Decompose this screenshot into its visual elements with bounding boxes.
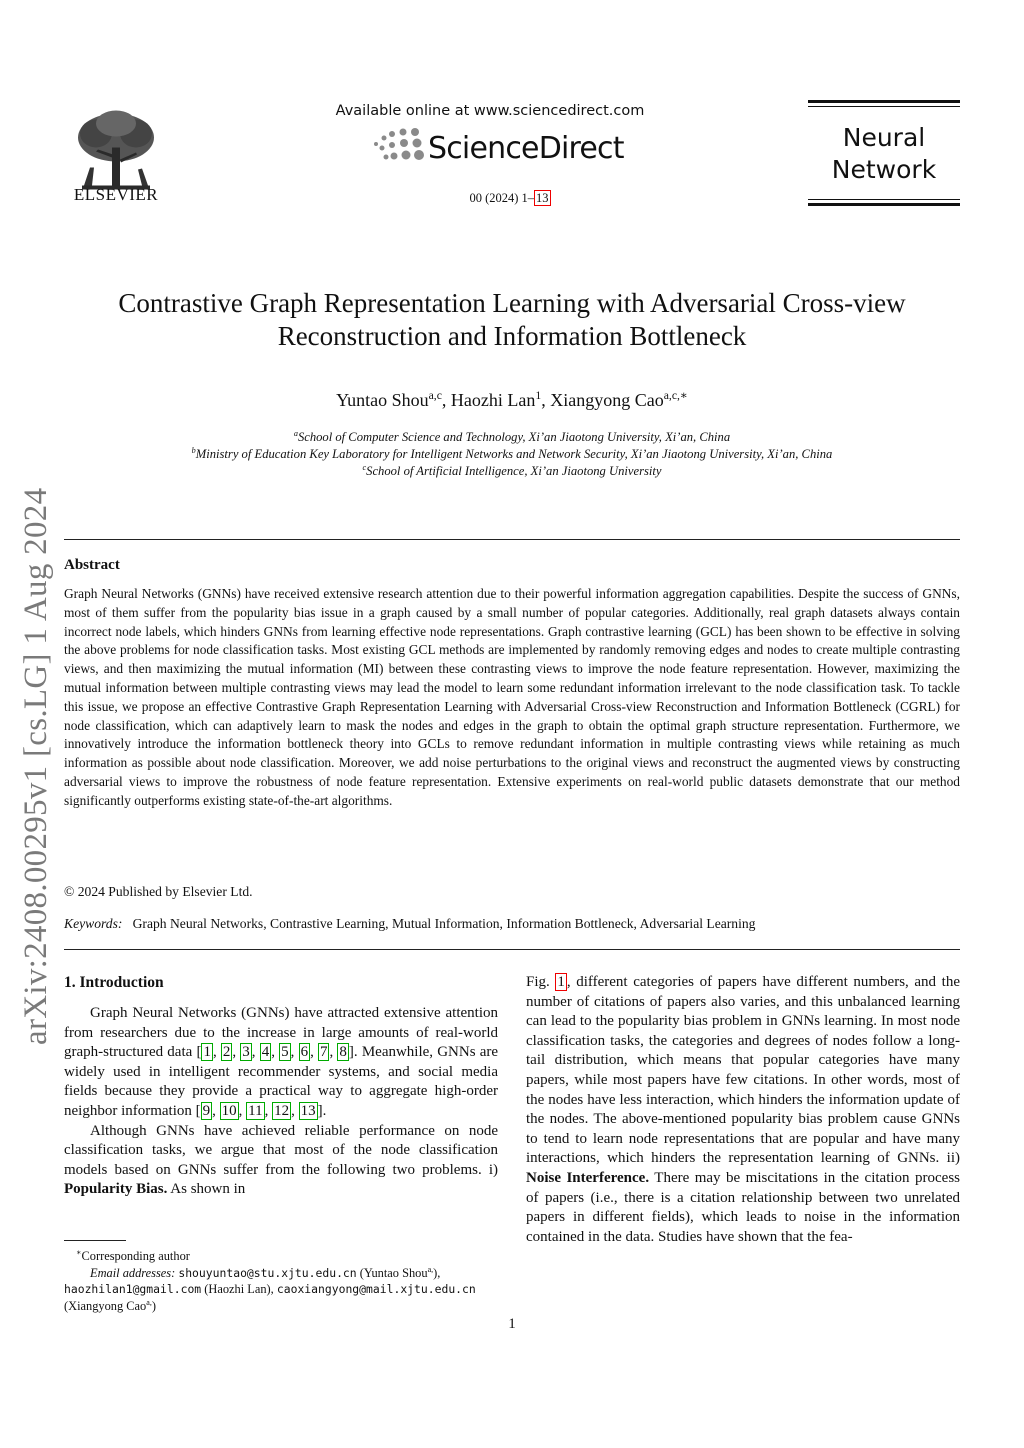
title-line2: Reconstruction and Information Bottleneck <box>277 321 747 351</box>
paragraph-text: , different categories of papers have different numbers, and the number of citations of papers also varies, and this unbalanced learning can lead to the popularity bias problem in GNNs learning. In most node classification tasks, the categories and degrees of nodes follow a long-tail distribution, which means that popular categories have many papers, while most papers have few citations. In other words, most of the nodes have less interaction, which hinders the information update of the nodes. The above-mentioned popularity bias problem cause GNNs to tend to learn node representations that are popular and have many interactions, which hinders the representation learning of GNNs. ii) <box>526 974 960 1167</box>
journal-ref-last-page-link[interactable]: 13 <box>536 191 549 205</box>
keywords-label: Keywords: <box>64 916 123 931</box>
intro-paragraph-1: Graph Neural Networks (GNNs) have attracted extensive attention from researchers due to the increase in large amounts of real-world graph-structured data [ 1 , 2 , 3 , 4 , 5 , 6 , 7 , 8 ]. Meanwhile, GNNs are widely used in intelligent recommender systems, and social media fields because they provide a practical way to aggregate high-order neighbor information [ 9 , 10 , 11 , 12 , 13 ]. <box>64 1005 499 1119</box>
citation-link[interactable]: 7 <box>319 1044 328 1061</box>
email-owner: (Xiangyong Cao <box>64 1298 147 1313</box>
paragraph-text: . <box>322 1102 327 1119</box>
footnote-emails: Email addresses: shouyuntao@stu.xjtu.edu.cn (Yuntao Shou$^{a,}$), haozhilan1@gmail.com (Haozhi Lan), caoxiangyong@mail.xjtu.edu.cn (Xiangyong Cao$^{a,}$) <box>64 1264 476 1313</box>
abstract-body: Graph Neural Networks (GNNs) have received extensive research attention due to their powerful information aggregation capabilities. Despite the success of GNNs, most of them suffer from the popularity bias issue in a graph caused by a small number of popular categories. Additionally, real graph datasets always contain incorrect node labels, which hinders GNNs from learning effective node representations. Graph contrastive learning (GCL) has been shown to be effective in solving the above problems for node classification tasks. Most existing GCL methods are implemented by randomly removing edges and nodes to create multiple contrasting views, and then maximizing the mutual information (MI) between these contrasting views to improve the node feature representation. However, maximizing the mutual information between multiple contrasting views may lead the model to learn some redundant information irrelevant to the node classification task. To tackle this issue, we propose an effective Contrastive Graph Representation Learning with Adversarial Cross-view Reconstruction and Information Bottleneck (CGRL) for node classification, which can adaptively learn to mask the nodes and edges in the graph to obtain the optimal graph structure representation. Furthermore, we innovatively introduce the information bottleneck theory into GCLs to remove redundant information in multiple contrasting views while retaining as much information as possible about node classification. Moreover, we add noise perturbations to the original views and reconstruct the augmented views by constructing adversarial views to improve the robustness of node feature representation. Extensive experiments on real-world public datasets demonstrate that our method significantly outperforms existing state-of-the-art algorithms. <box>64 586 960 808</box>
bold-term-popularity-bias: Popularity Bias. <box>64 1181 168 1198</box>
journal-top-rule-thin <box>808 106 960 107</box>
journal-name <box>808 122 960 186</box>
publisher-wordmark: ELSEVIER <box>73 185 159 204</box>
copyright-notice: © 2024 Published by Elsevier Ltd. <box>64 884 253 899</box>
journal-reference <box>380 191 640 206</box>
journal-bottom-rule-thin <box>808 199 960 200</box>
affiliation <box>40 464 984 479</box>
author-name: Xiangyong Cao <box>550 390 664 410</box>
journal-top-rule <box>808 100 960 103</box>
journal-bottom-rule <box>808 203 960 206</box>
keywords-list: Graph Neural Networks, Contrastive Learning, Mutual Information, Information Bottleneck, Adversarial Learning <box>132 916 756 931</box>
abstract-heading: Abstract <box>64 557 120 573</box>
affiliation-text: School of Artificial Intelligence, Xi’an Jiaotong University <box>366 464 662 478</box>
affiliation <box>40 447 984 462</box>
paragraph-text: Fig. <box>526 974 556 990</box>
citation-link[interactable]: 5 <box>281 1044 289 1061</box>
arxiv-identifier: arXiv:2408.00295v1 [cs.LG] 1 Aug 2024 <box>18 487 54 1045</box>
paragraph-text: As shown in <box>167 1181 246 1198</box>
page-number: 1 <box>508 1316 516 1332</box>
bold-term-noise-interference: Noise Interference. <box>526 1169 650 1186</box>
citation-link[interactable]: 4 <box>261 1044 270 1061</box>
email-link[interactable]: haozhilan1@gmail.com <box>64 1282 202 1297</box>
citation-link[interactable]: 6 <box>300 1044 309 1061</box>
left-column <box>64 1004 498 1200</box>
citation-link[interactable]: 8 <box>339 1044 347 1061</box>
author-affiliation-mark: a,c,∗ <box>663 389 688 402</box>
paragraph-text: Although GNNs have achieved reliable performance on node classification tasks, we argue that most of the node classification models based on GNNs suffer from the following two problems. i) <box>64 1122 498 1178</box>
citation-link[interactable]: 3 <box>242 1044 250 1061</box>
affiliation-text: School of Computer Science and Technology, Xi’an Jiaotong University, Xi’an, China <box>297 430 731 444</box>
citation-link[interactable]: 2 <box>222 1044 231 1061</box>
intro-paragraph-continued <box>526 973 960 1247</box>
email-link[interactable]: shouyuntao@stu.xjtu.edu.cn <box>178 1265 357 1280</box>
email-label: Email addresses: <box>90 1265 176 1280</box>
affiliation-mark: b <box>191 445 196 455</box>
affiliation-mark: c <box>362 462 367 472</box>
email-owner: (Yuntao Shou <box>359 1265 428 1280</box>
paragraph-text: . Meanwhile, GNNs are widely used in intelligent recommender systems, and social media fields because they provide a practical way to aggregate high-order neighbor information <box>64 1044 499 1119</box>
paragraph-text: There may be miscitations in the citation process of papers (i.e., there is a citation relationship between two unrelated papers in different fields), which leads to noise in the information contained in the data. Studies have shown that the fea- <box>526 1169 960 1245</box>
footnotes <box>64 1248 498 1314</box>
intro-paragraph-2 <box>64 1122 498 1200</box>
journal-name-box <box>808 100 960 206</box>
footnote-text: Corresponding author <box>81 1249 190 1263</box>
sciencedirect-wordmark: ScienceDirect <box>428 131 624 166</box>
paragraph-text: Graph Neural Networks (GNNs) have attracted extensive attention from researchers due to the increase in large amounts of real-world graph-structured data <box>64 1005 498 1061</box>
citation-link[interactable]: 10 <box>221 1102 237 1119</box>
affiliation-text: Ministry of Education Key Laboratory for Intelligent Networks and Network Security, Xi’an Jiaotong University, Xi’an, China <box>195 447 833 461</box>
abstract-top-rule <box>64 539 960 540</box>
email-owner: (Haozhi Lan), <box>204 1282 274 1297</box>
author-affiliation-mark: a,c <box>428 389 442 402</box>
figure-link[interactable]: 1 <box>557 974 565 990</box>
footnote-rule <box>64 1240 126 1241</box>
citation-link[interactable]: 1 <box>203 1044 211 1061</box>
citation-link[interactable]: 12 <box>274 1102 290 1119</box>
journal-ref-prefix: 00 (2024) 1– <box>469 191 535 205</box>
email-link[interactable]: caoxiangyong@mail.xjtu.edu.cn <box>276 1282 476 1297</box>
citation-link[interactable]: 13 <box>300 1102 316 1119</box>
title-line1: Contrastive Graph Representation Learning with Adversarial Cross-view <box>118 288 906 318</box>
sciencedirect-dots-icon <box>370 126 426 166</box>
journal-name-line2: Network <box>831 155 937 184</box>
author-name: Yuntao Shou <box>336 390 429 410</box>
keywords-bottom-rule <box>64 949 960 950</box>
available-online-text: Available online at www.sciencedirect.com <box>335 103 645 119</box>
author-name: Haozhi Lan <box>450 390 536 410</box>
affiliation <box>40 430 984 445</box>
author-affiliation-mark: 1 <box>535 389 542 402</box>
journal-name-line1: Neural <box>842 123 926 152</box>
author-list: Yuntao Shou$^{a,c}$, Haozhi Lan$^1$, Xiangyong Cao$^{a,c,∗}$ <box>336 389 688 410</box>
keywords <box>64 916 755 932</box>
citation-link[interactable]: 9 <box>202 1102 211 1119</box>
citation-link[interactable]: 11 <box>248 1102 263 1119</box>
paper-title <box>40 287 984 353</box>
footnote-corresponding: ∗Corresponding author <box>76 1247 190 1263</box>
affiliation-mark: a <box>293 428 298 438</box>
section-heading-introduction: 1. Introduction <box>64 974 164 991</box>
right-column <box>526 973 960 1247</box>
